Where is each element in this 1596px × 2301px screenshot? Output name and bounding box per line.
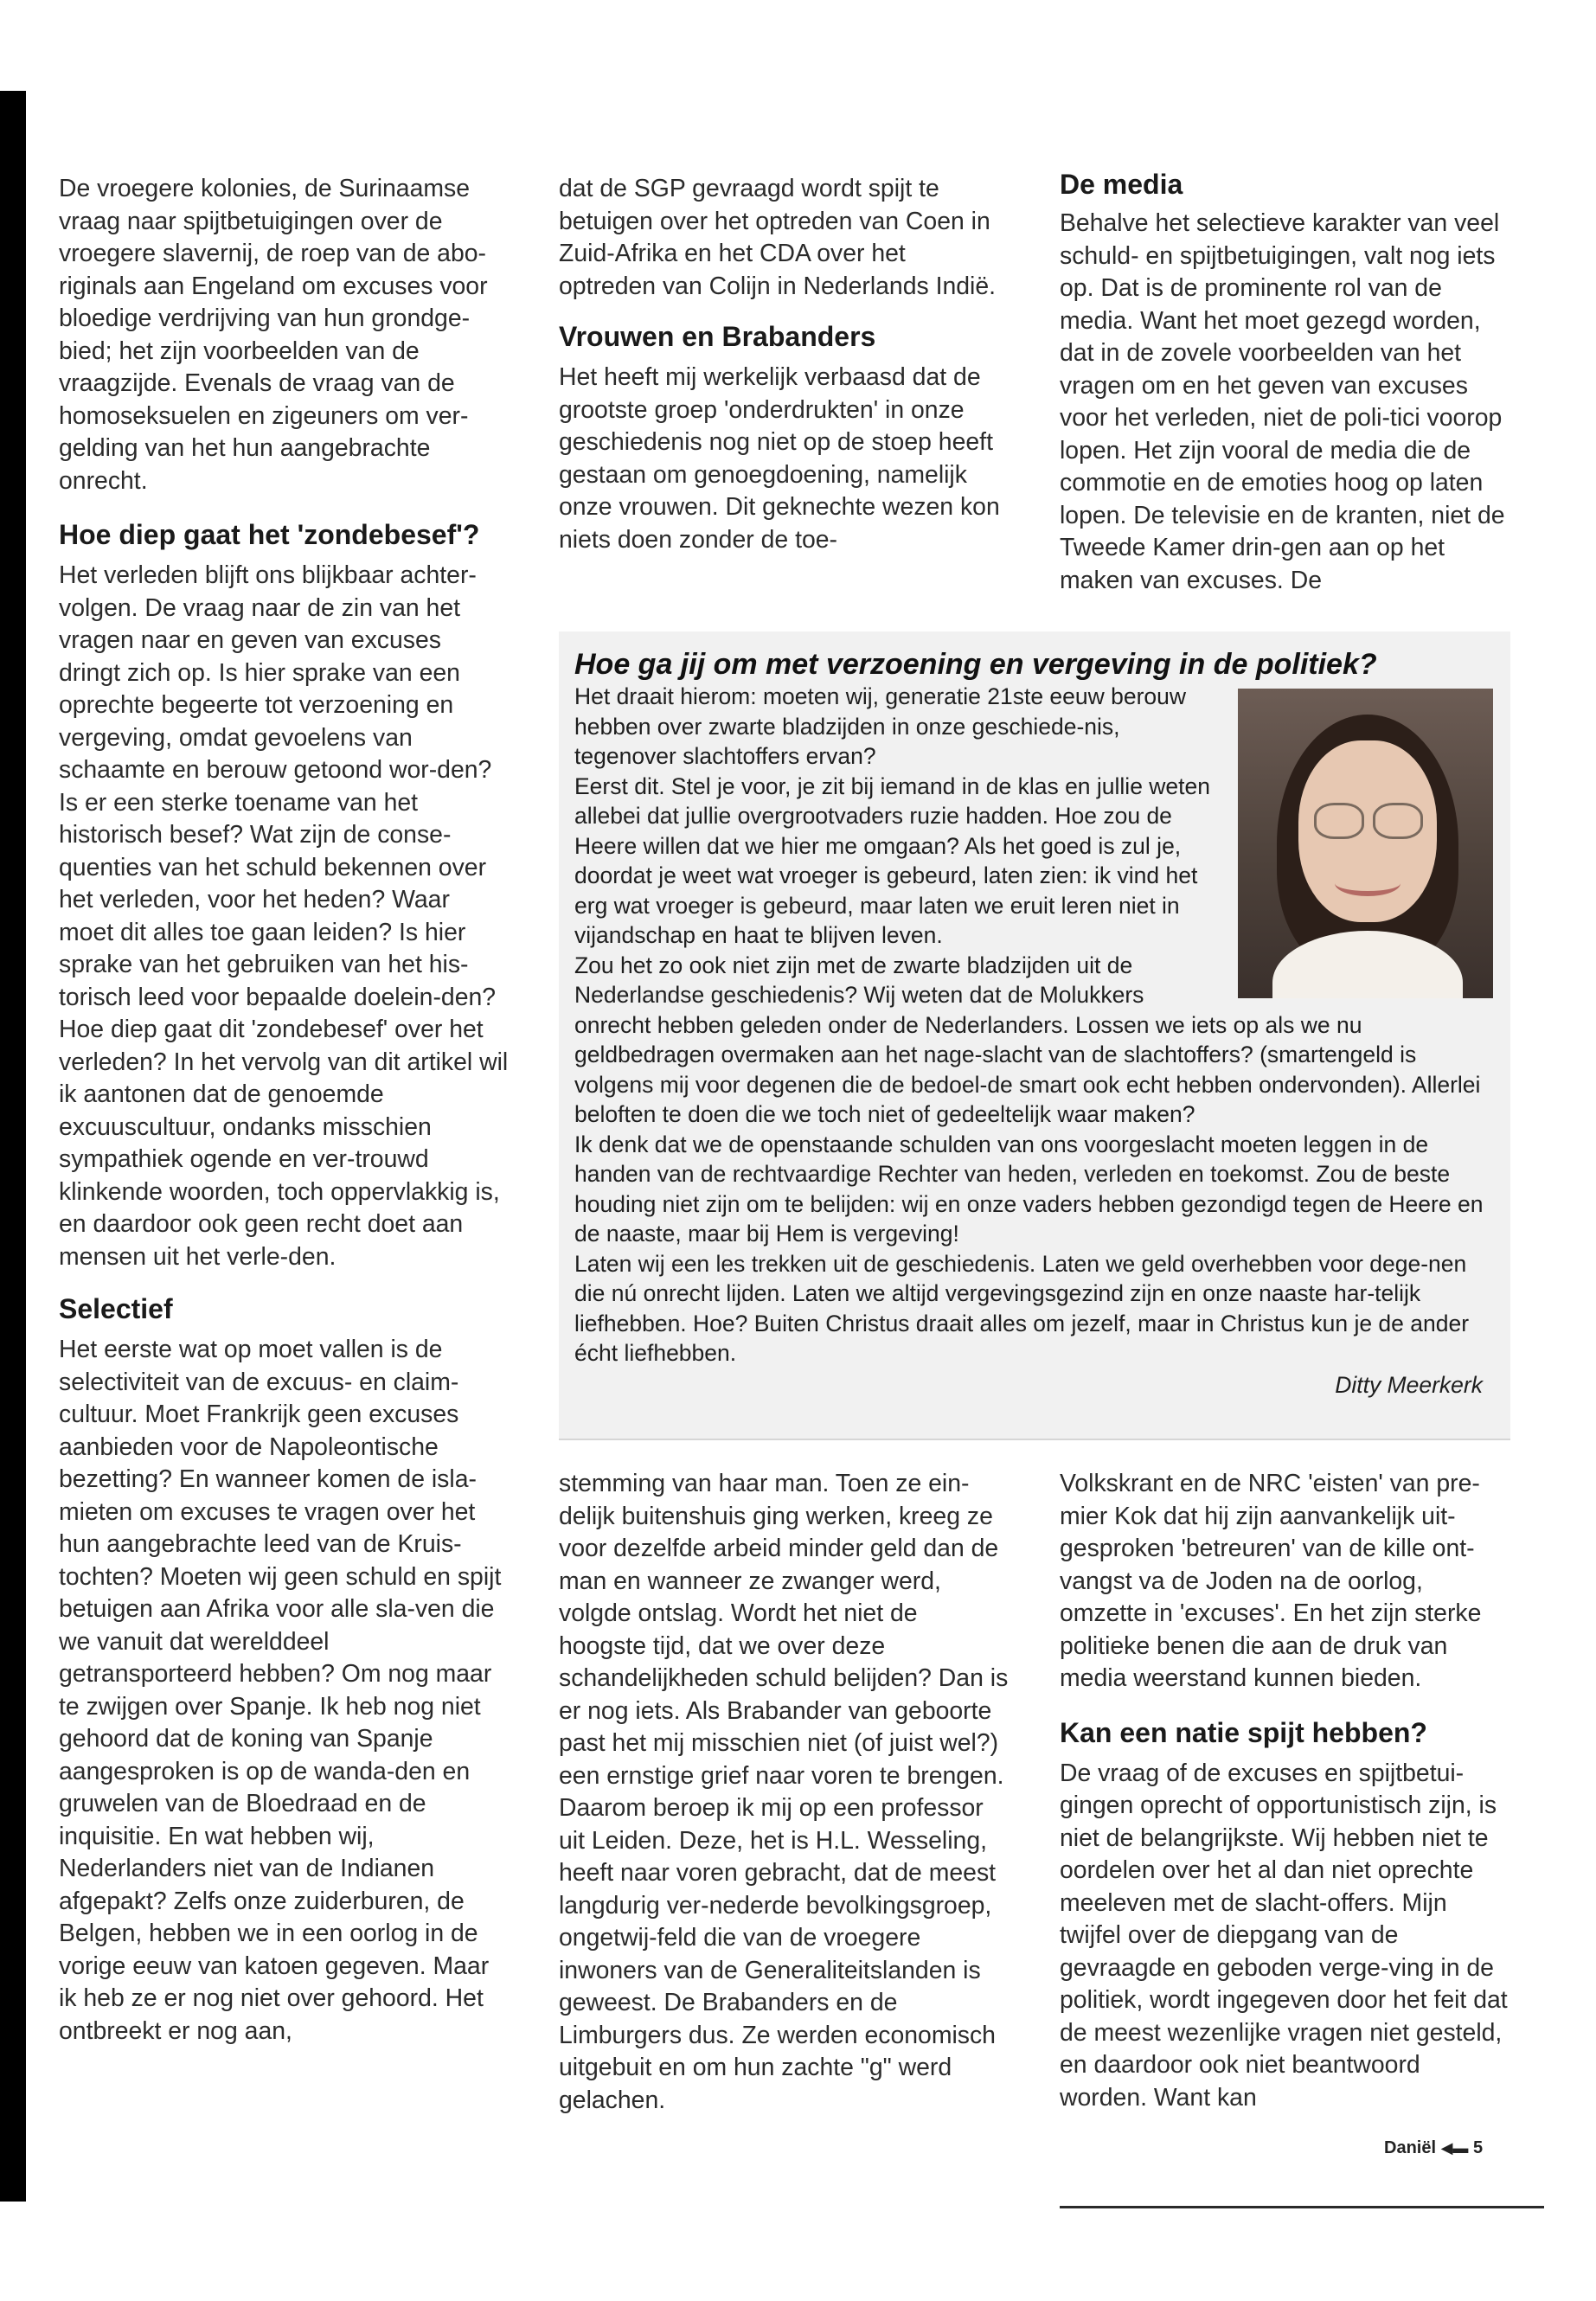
portrait-photo [1238, 689, 1493, 998]
column-middle-bottom [559, 1468, 1009, 2117]
box-title: Hoe ga jij om met verzoening en vergeving in de politiek? [574, 648, 1377, 681]
magazine-name: Daniël [1384, 2138, 1437, 2157]
page-number: 5 [1473, 2138, 1484, 2157]
section-heading: De media [1060, 169, 1183, 200]
column-left [59, 173, 509, 2048]
page-binding-edge [0, 91, 26, 2202]
section-heading: Selectief [59, 1293, 173, 1324]
box-paragraph: Zou het zo ook niet zijn met de zwarte bladzijden uit de Nederlandse geschiedenis? Wij weten dat de Molukkers onrecht hebben geleden onder de Nederlanders. Lossen we iets op als we nu geldbedragen overmaken aan het nage-slacht van de slachtoffers? (smartengeld is volgens mij voor degenen die de bedoel-de smart ook echt hebben ondervonden). Allerlei beloften te doen die we toch niet of gedeeltelijk waar maken? [574, 952, 1481, 1127]
section-heading: Hoe diep gaat het 'zondebesef'? [59, 519, 480, 550]
box-paragraph: Laten wij een les trekken uit de geschiedenis. Laten we geld overhebben voor dege-nen die nú onrecht lijden. Laten we altijd vergevingsgezind zijn en onze naaste har-telijk liefhebben. Hoe? Buiten Christus draait alles om jezelf, maar in Christus kun je de ander écht liefhebben. [574, 1250, 1470, 1366]
page-footer [1384, 2138, 1483, 2158]
paragraph: stemming van haar man. Toen ze ein-delijk buitenshuis ging werken, kreeg ze voor dezelfde arbeid minder geld dan de man en wanneer ze zwanger werd, volgde ontslag. Wordt het niet de hoogste tijd, dat we over deze schandelijkheden schuld belijden? Dan is er nog iets. Als Brabander van geboorte past het mij misschien niet (of juist wel?) een ernstige grief naar voren te brengen. Daarom beroep ik mij op een professor uit Leiden. Deze, het is H.L. Wesseling, heeft naar voren gebracht, dat de meest langdurig ver-nederde bevolkingsgroep, ongetwij-feld die van de vroegere inwoners van de Generaliteitslanden is geweest. De Brabanders en de Limburgers dus. Ze werden economisch uitgebuit en om hun zachte "g" werd gelachen. [559, 1470, 1009, 2114]
paragraph: De vraag of de excuses en spijtbetui-gingen oprecht of opportunistisch zijn, is niet de belangrijkste. Wij hebben niet te oordelen over het al dan niet oprechte meeleven met de slacht-offers. Mijn twijfel over de diepgang van de gevraagde en geboden verge-ving in de politiek, wordt ingegeven door het feit dat de meest wezenlijke vragen niet gesteld, en daardoor ook niet beantwoord worden. Want kan [1060, 1759, 1508, 2112]
column-right-bottom [1060, 1468, 1509, 2114]
paragraph: Het heeft mij werkelijk verbaasd dat de grootste groep 'onderdrukten' in onze geschiedenis nog niet op de stoep heeft gestaan om genoegdoening, namelijk onze vrouwen. Dit geknechte wezen kon niets doen zonder de toe- [559, 363, 1000, 554]
box-signature: Ditty Meerkerk [1335, 1371, 1483, 1398]
section-heading: Kan een natie spijt hebben? [1060, 1716, 1427, 1748]
paragraph: Het verleden blijft ons blijkbaar achter-volgen. De vraag naar de zin van het vragen naar en geven van excuses dringt zich op. Is hier sprake van een oprechte begeerte tot verzoening en vergeving, omdat gevoelens van schaamte en berouw getoond wor-den? Is er een sterke toename van het historisch besef? Wat zijn de conse-quenties van het schuld bekennen over het verleden, voor het heden? Waar moet dit alles toe gaan leiden? Is hier sprake van het gebruiken van het his-torisch leed voor bepaalde doelein-den? Hoe diep gaat dit 'zondebesef' over het verleden? In het vervolg van dit artikel wil ik aantonen dat de genoemde excuuscultuur, ondanks misschien sympathiek ogende en ver-trouwd klinkende woorden, toch oppervlakkig is, en daardoor ook geen recht doet aan mensen uit het verle-den. [59, 561, 509, 1271]
paragraph: De vroegere kolonies, de Surinaamse vraag naar spijtbetuigingen over de vroegere slavernij, de roep van de abo-riginals aan Engeland om excuses voor bloedige verdrijving van hun grondge-bied; het zijn voorbeelden van de vraagzijde. Evenals de vraag van de homoseksuelen en zigeuners om ver-gelding van het hun aangebrachte onrecht. [59, 175, 488, 495]
box-paragraph: Eerst dit. Stel je voor, je zit bij iemand in de klas en jullie weten allebei dat jullie overgrootvaders ruzie hadden. Hoe zou de Heere willen dat we hier me omgaan? Als het goed is zul je, doordat je weet wat vroeger is gebeurd, laten zien: ik vind het erg wat vroeger is gebeurd, maar laten we eruit leren niet in vijandschap en haat te blijven leven. [574, 772, 1211, 948]
section-heading: Vrouwen en Brabanders [559, 321, 876, 352]
footer-rule [1060, 2206, 1544, 2208]
box-paragraph: Het draait hierom: moeten wij, generatie 21ste eeuw berouw hebben over zwarte bladzijden in onze geschiede-nis, tegenover slachtoffers ervan? [574, 683, 1187, 769]
paragraph: Volkskrant en de NRC 'eisten' van pre-mier Kok dat hij zijn aanvankelijk uit-gesproken 'betreuren' van de kille ont-vangst va de Joden na de oorlog, omzette in 'excuses'. En het zijn sterke politieke benen die aan de druk van media weerstand kunnen bieden. [1060, 1470, 1482, 1692]
column-right-top [1060, 168, 1509, 597]
paragraph: Behalve het selectieve karakter van veel schuld- en spijtbetuigingen, valt nog iets op. Dat is de prominente rol van de media. Want het moet gezegd worden, dat in de zovele voorbeelden van het vragen om en het geven van excuses voor het verleden, niet de poli-tici voorop lopen. Het zijn vooral de media die de commotie en de emoties hoog op laten lopen. De televisie en de kranten, niet de Tweede Kamer drin-gen aan op het maken van excuses. De [1060, 209, 1505, 594]
interview-box [559, 631, 1510, 1440]
paragraph: Het eerste wat op moet vallen is de selectiviteit van de excuus- en claim-cultuur. Moet Frankrijk geen excuses aanbieden voor de Napoleontische bezetting? En wanneer komen de isla-mieten om excuses te vragen over het hun aangebrachte leed van de Kruis-tochten? Moeten wij geen schuld en spijt betuigen aan Afrika voor alle sla-ven die we vanuit dat werelddeel getransporteerd hebben? Om nog maar te zwijgen over Spanje. Ik heb nog niet gehoord dat de koning van Spanje aangesproken is op de wanda-den en gruwelen van de Bloedraad en de inquisitie. En wat hebben wij, Nederlanders niet van de Indianen afgepakt? Zelfs onze zuiderburen, de Belgen, hebben we in een oorlog in de vorige eeuw van katoen gegeven. Maar ik heb ze er nog niet over gehoord. Het ontbreekt er nog aan, [59, 1336, 502, 2045]
column-middle-top [559, 173, 1009, 556]
arrow-left-icon: ◀▬ [1440, 2139, 1469, 2157]
box-paragraph: Ik denk dat we de openstaande schulden van ons voorgeslacht moeten leggen in de handen van de rechtvaardige Rechter van heden, verleden en toekomst. Zou de beste houding niet zijn om te belijden: wij en onze vaders hebben gezondigd tegen de Heere en de naaste, maar bij Hem is vergeving! [574, 1131, 1484, 1247]
paragraph: dat de SGP gevraagd wordt spijt te betuigen over het optreden van Coen in Zuid-Afrika en het CDA over het optreden van Colijn in Nederlands Indië. [559, 175, 997, 300]
